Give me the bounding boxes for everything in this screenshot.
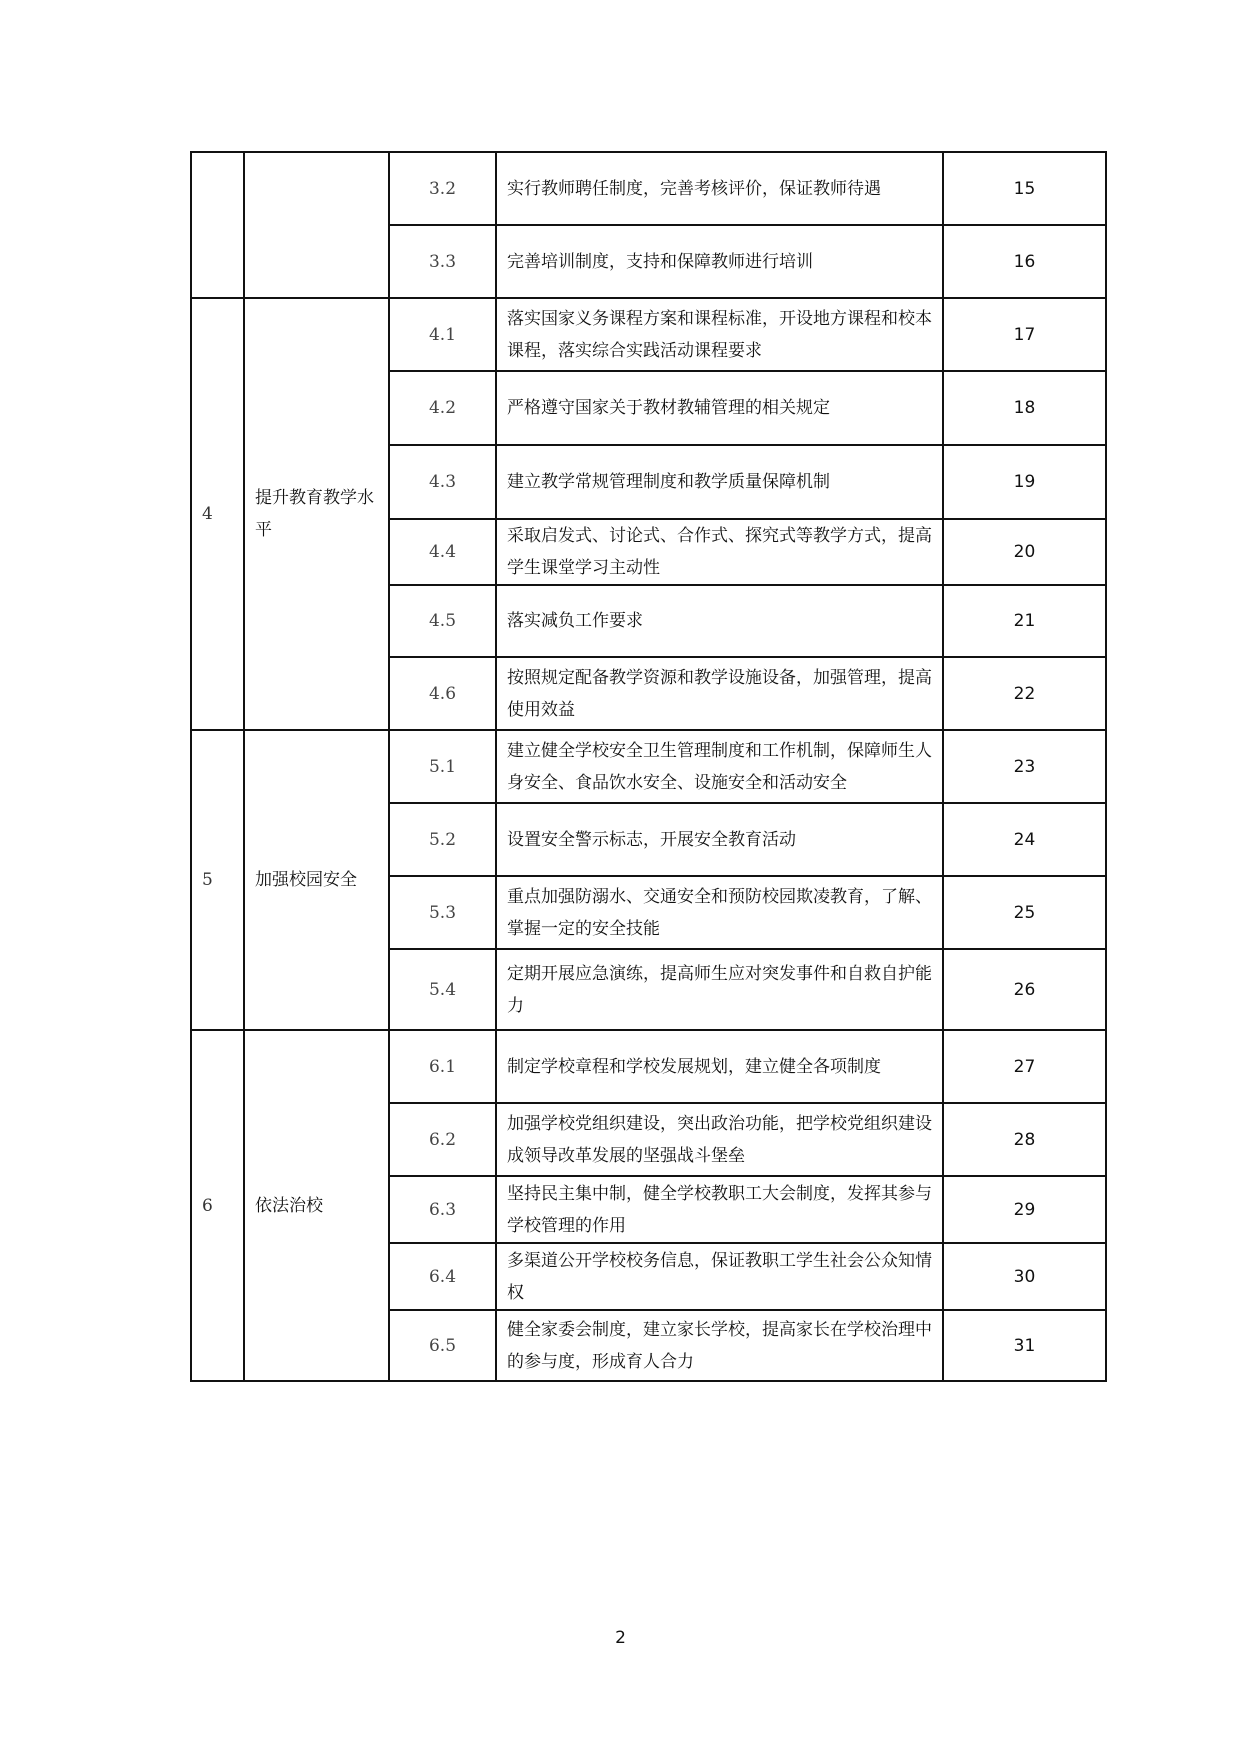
item-description: 定期开展应急演练，提高师生应对突发事件和自救自护能力 [496, 949, 943, 1030]
item-description: 按照规定配备教学资源和教学设施设备，加强管理，提高使用效益 [496, 657, 943, 730]
item-code: 4.4 [389, 519, 496, 585]
item-description: 落实减负工作要求 [496, 585, 943, 657]
page-number: 2 [615, 1628, 626, 1648]
item-page: 21 [943, 585, 1106, 657]
item-code: 4.5 [389, 585, 496, 657]
item-code: 6.2 [389, 1103, 496, 1176]
item-page: 16 [943, 225, 1106, 298]
item-page: 18 [943, 371, 1106, 445]
item-page: 30 [943, 1243, 1106, 1310]
index-table [190, 151, 1107, 1382]
item-code: 4.1 [389, 298, 496, 371]
item-code: 5.4 [389, 949, 496, 1030]
item-page: 29 [943, 1176, 1106, 1243]
item-page: 24 [943, 803, 1106, 876]
item-page: 20 [943, 519, 1106, 585]
item-description: 健全家委会制度，建立家长学校，提高家长在学校治理中的参与度，形成育人合力 [496, 1310, 943, 1381]
item-description: 重点加强防溺水、交通安全和预防校园欺凌教育，了解、掌握一定的安全技能 [496, 876, 943, 949]
item-description: 实行教师聘任制度，完善考核评价，保证教师待遇 [496, 152, 943, 225]
item-page: 22 [943, 657, 1106, 730]
group-name: 依法治校 [244, 1030, 389, 1381]
item-description: 坚持民主集中制，健全学校教职工大会制度，发挥其参与学校管理的作用 [496, 1176, 943, 1243]
item-description: 多渠道公开学校校务信息，保证教职工学生社会公众知情权 [496, 1243, 943, 1310]
table-row [191, 1030, 1106, 1103]
item-description: 制定学校章程和学校发展规划，建立健全各项制度 [496, 1030, 943, 1103]
item-page: 23 [943, 730, 1106, 803]
item-page: 28 [943, 1103, 1106, 1176]
group-name [244, 152, 389, 298]
item-code: 5.1 [389, 730, 496, 803]
item-code: 4.3 [389, 445, 496, 519]
item-page: 31 [943, 1310, 1106, 1381]
item-page: 26 [943, 949, 1106, 1030]
group-name: 加强校园安全 [244, 730, 389, 1030]
table-row [191, 298, 1106, 371]
item-code: 6.4 [389, 1243, 496, 1310]
group-number: 4 [191, 298, 244, 730]
item-description: 完善培训制度，支持和保障教师进行培训 [496, 225, 943, 298]
item-page: 27 [943, 1030, 1106, 1103]
item-code: 5.3 [389, 876, 496, 949]
group-number: 5 [191, 730, 244, 1030]
item-code: 4.6 [389, 657, 496, 730]
item-page: 19 [943, 445, 1106, 519]
item-description: 建立健全学校安全卫生管理制度和工作机制，保障师生人身安全、食品饮水安全、设施安全和活动安全 [496, 730, 943, 803]
item-page: 17 [943, 298, 1106, 371]
item-code: 3.3 [389, 225, 496, 298]
item-description: 严格遵守国家关于教材教辅管理的相关规定 [496, 371, 943, 445]
group-number: 6 [191, 1030, 244, 1381]
item-code: 6.5 [389, 1310, 496, 1381]
item-description: 采取启发式、讨论式、合作式、探究式等教学方式，提高学生课堂学习主动性 [496, 519, 943, 585]
item-code: 4.2 [389, 371, 496, 445]
group-number [191, 152, 244, 298]
item-page: 15 [943, 152, 1106, 225]
item-code: 6.1 [389, 1030, 496, 1103]
table-row [191, 152, 1106, 225]
item-code: 5.2 [389, 803, 496, 876]
item-page: 25 [943, 876, 1106, 949]
item-description: 设置安全警示标志，开展安全教育活动 [496, 803, 943, 876]
item-description: 落实国家义务课程方案和课程标准，开设地方课程和校本课程，落实综合实践活动课程要求 [496, 298, 943, 371]
item-description: 加强学校党组织建设，突出政治功能，把学校党组织建设成领导改革发展的坚强战斗堡垒 [496, 1103, 943, 1176]
item-code: 3.2 [389, 152, 496, 225]
item-code: 6.3 [389, 1176, 496, 1243]
group-name: 提升教育教学水平 [244, 298, 389, 730]
table-row [191, 730, 1106, 803]
item-description: 建立教学常规管理制度和教学质量保障机制 [496, 445, 943, 519]
